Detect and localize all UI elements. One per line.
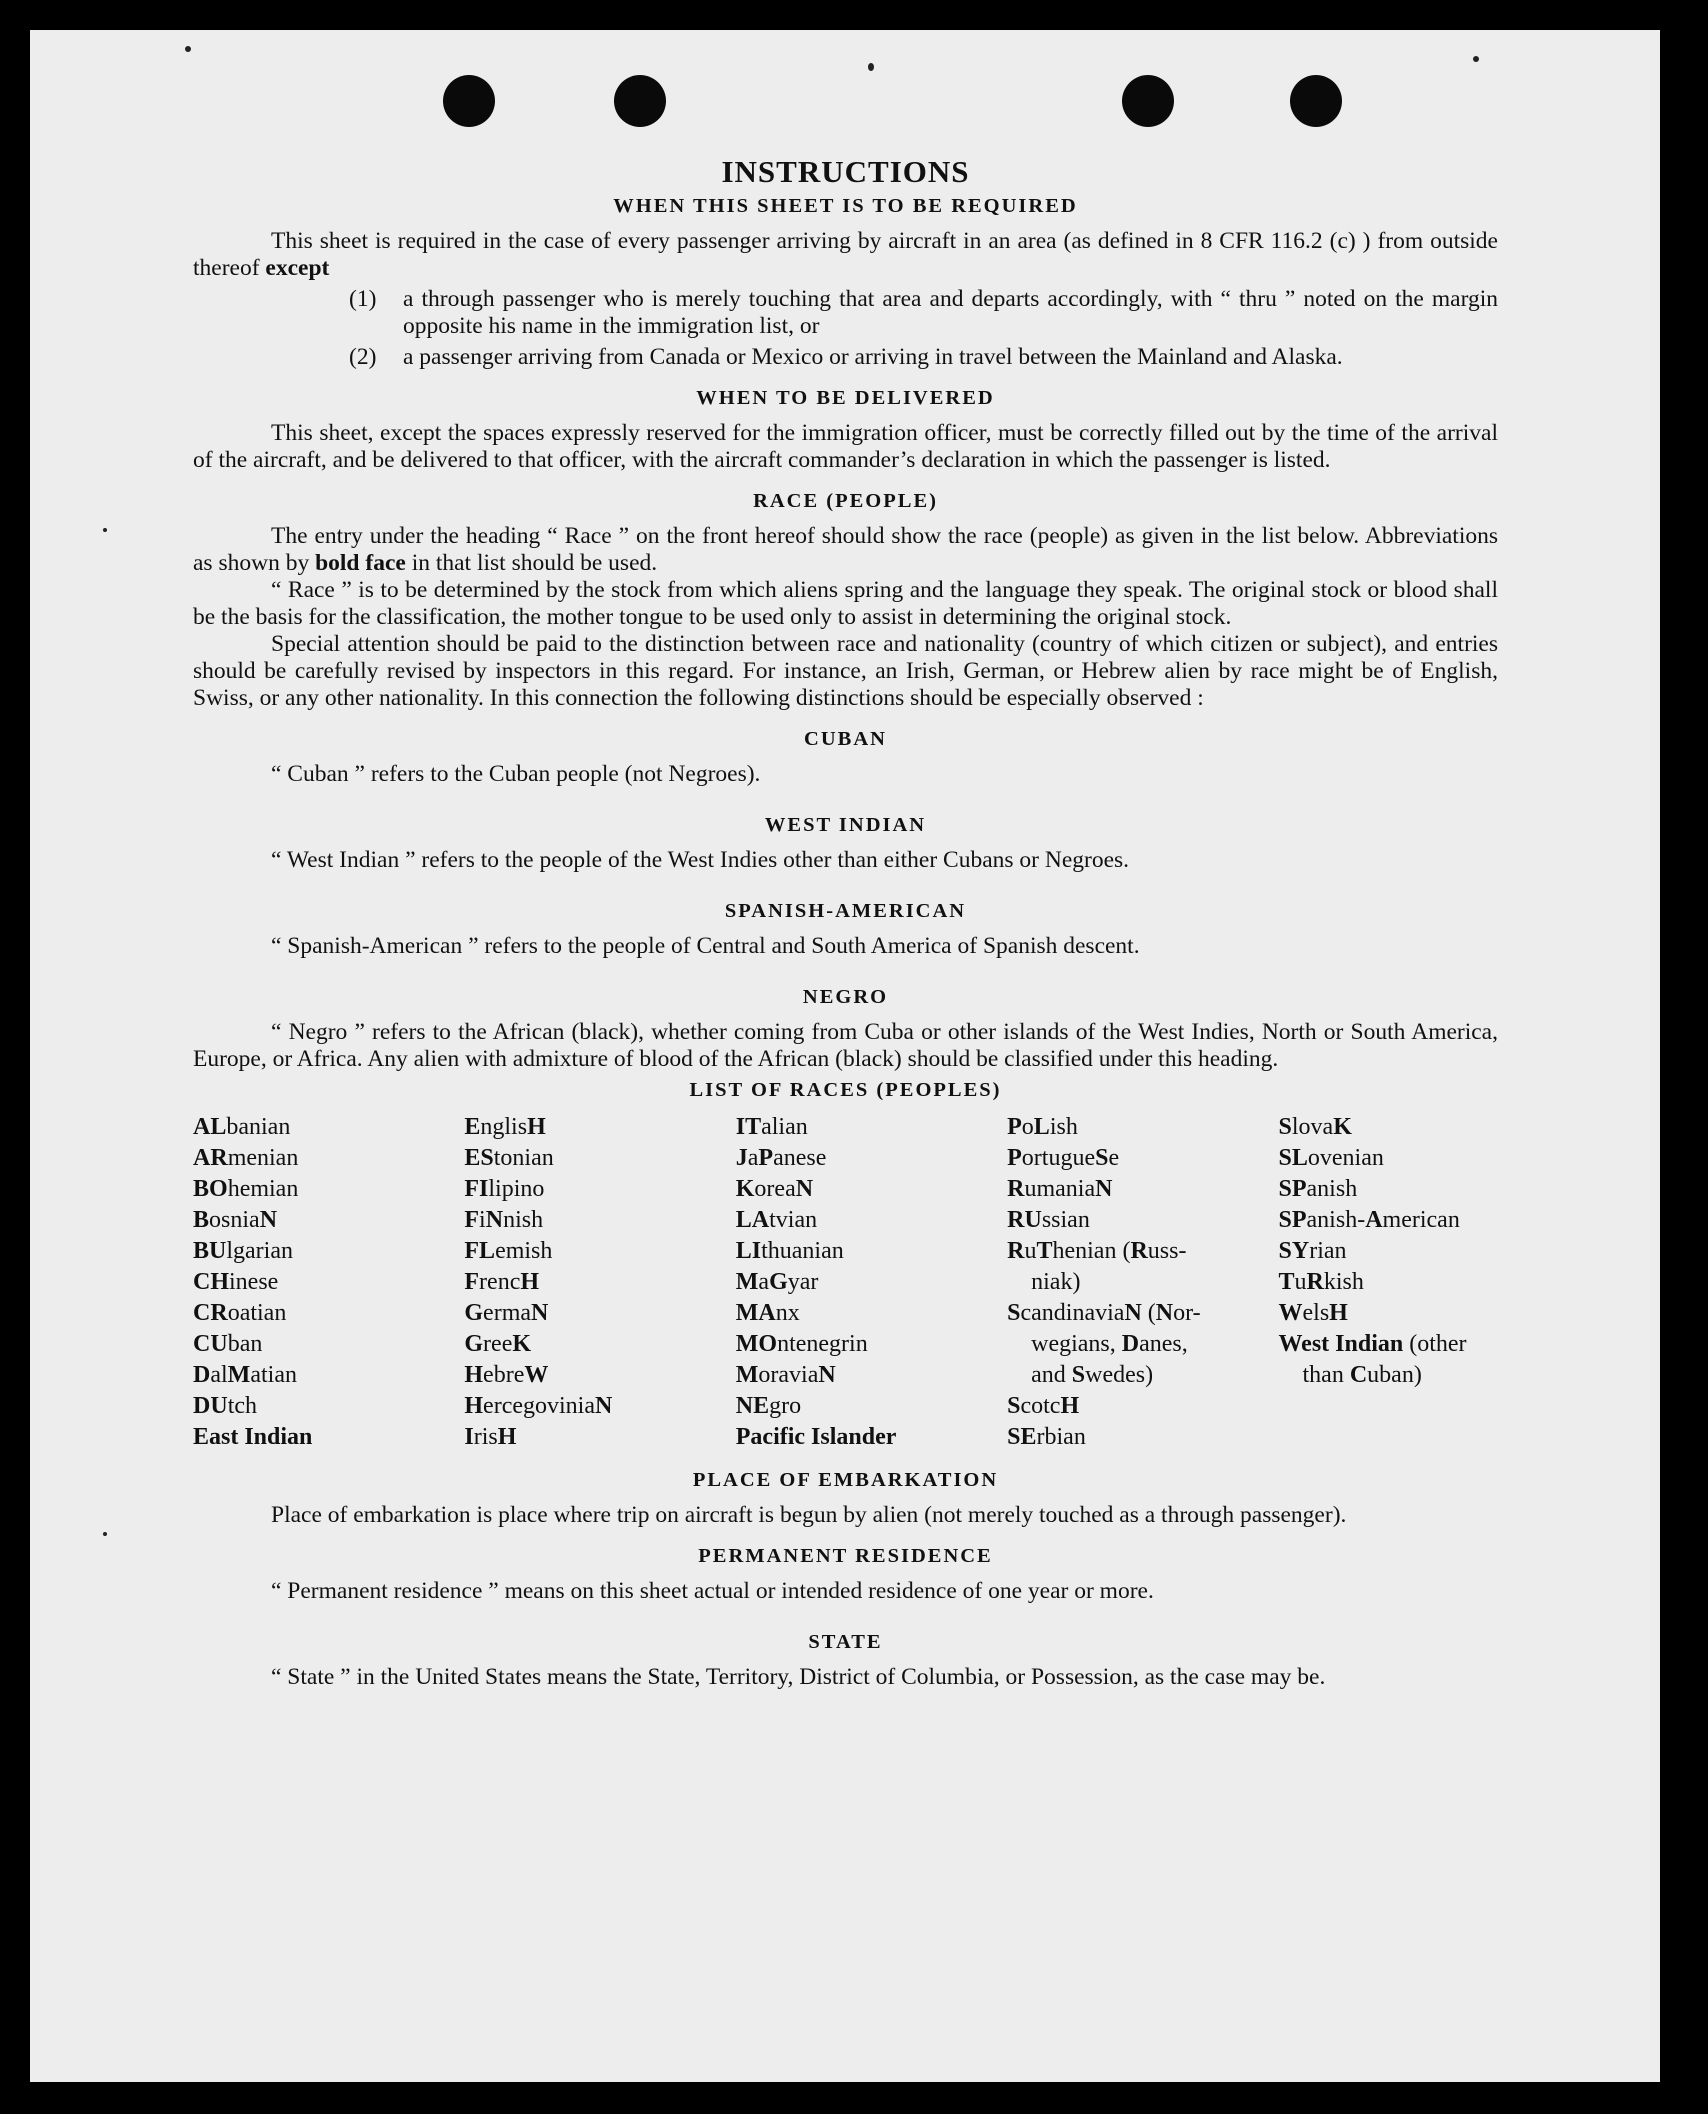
race-entry: MaGyar xyxy=(735,1269,819,1295)
race-entry: ScandinaviaN (Nor- xyxy=(1007,1300,1201,1326)
speck xyxy=(185,46,191,52)
race-entry: CRoatian xyxy=(193,1300,287,1326)
race-entry: SErbian xyxy=(1007,1424,1086,1450)
race-entry: FrencH xyxy=(464,1269,540,1295)
paragraph-race-3: Special attention should be paid to the distinction between race and nationality (country of which citizen or subject), and entries should be carefully revised by inspectors in this regard. For instance, an Irish, German, or Hebrew alien by race might be of English, Swiss, or any other nationality. In this connection the following distinctions should be especially observed : xyxy=(193,631,1498,711)
speck xyxy=(1473,56,1479,62)
race-p1-text: The entry under the heading “ Race ” on the front hereof should show the race (people) as given in the list below. Abbreviations as shown by xyxy=(193,523,1498,576)
race-entry: ALbanian xyxy=(193,1114,291,1140)
race-entry: MoraviaN xyxy=(735,1362,836,1388)
heading-cuban: CUBAN xyxy=(804,728,887,750)
race-entry: CHinese xyxy=(193,1269,279,1295)
speck xyxy=(103,528,107,532)
race-entry: East Indian xyxy=(193,1424,313,1450)
race-entry: RUssian xyxy=(1007,1207,1090,1233)
paragraph-delivered: This sheet, except the spaces expressly reserved for the immigration officer, must be correctly filled out by the time of the arrival of the aircraft, and be delivered to that officer, with the aircraft commander’s declaration in which the passenger is listed. xyxy=(193,420,1498,473)
race-entry: SlovaK xyxy=(1278,1114,1352,1140)
race-entry: RuThenian (Russ- xyxy=(1007,1238,1187,1264)
race-entry: BosniaN xyxy=(193,1207,278,1233)
race-entry: SYrian xyxy=(1278,1238,1347,1264)
race-entry: ITalian xyxy=(735,1114,808,1140)
race-entry: HercegoviniaN xyxy=(464,1393,613,1419)
punch-hole xyxy=(443,75,495,127)
race-entry: EStonian xyxy=(464,1145,554,1171)
race-entry: LAtvian xyxy=(735,1207,818,1233)
race-entry: HebreW xyxy=(464,1362,549,1388)
race-entry: EnglisH xyxy=(464,1114,546,1140)
paragraph-embarkation: Place of embarkation is place where trip on aircraft is begun by alien (not merely touched as a through passenger). xyxy=(271,1502,1347,1528)
list-item xyxy=(193,286,1498,340)
paragraph-required xyxy=(193,228,1498,282)
paragraph-negro: “ Negro ” refers to the African (black), whether coming from Cuba or other islands of the West Indies, North or South America, Europe, or Africa. Any alien with admixture of blood of the African (black) should be classified under this heading. xyxy=(193,1019,1498,1072)
race-column xyxy=(1007,1112,1278,1453)
heading-races-list: LIST OF RACES (PEOPLES) xyxy=(689,1079,1002,1101)
race-entry: ARmenian xyxy=(193,1145,299,1171)
paragraph-west-indian: “ West Indian ” refers to the people of the West Indies other than either Cubans or Negroes. xyxy=(271,847,1130,873)
race-entry: DalMatian xyxy=(193,1362,297,1388)
race-entry: FiNnish xyxy=(464,1207,544,1233)
item-number: (2) xyxy=(349,344,377,370)
race-entry: ScotcH xyxy=(1007,1393,1080,1419)
paragraph-state: “ State ” in the United States means the State, Territory, District of Columbia, or Possession, as the case may be. xyxy=(271,1664,1326,1690)
race-p1-text-end: in that list should be used. xyxy=(411,550,658,576)
heading-required: WHEN THIS SHEET IS TO BE REQUIRED xyxy=(613,195,1078,217)
list-item xyxy=(193,344,1498,371)
race-entry: JaPanese xyxy=(735,1145,827,1171)
race-entry: RumaniaN xyxy=(1007,1176,1113,1202)
paragraph-race-2: “ Race ” is to be determined by the stock from which aliens spring and the language they speak. The original stock or blood shall be the basis for the classification, the mother tongue to be used only to assist in determining the original stock. xyxy=(193,577,1498,630)
instructions-content xyxy=(193,154,1498,1691)
race-entry: West Indian (other xyxy=(1278,1331,1467,1357)
heading-negro: NEGRO xyxy=(802,986,889,1008)
punch-hole xyxy=(1290,75,1342,127)
page-title: INSTRUCTIONS xyxy=(721,154,970,189)
race-entry: MOntenegrin xyxy=(735,1331,868,1357)
race-column xyxy=(736,1112,1007,1453)
race-entry: PortugueSe xyxy=(1007,1145,1120,1171)
punch-hole xyxy=(1122,75,1174,127)
race-column xyxy=(464,1112,735,1453)
speck xyxy=(103,1532,107,1536)
race-entry: GermaN xyxy=(464,1300,549,1326)
document-sheet xyxy=(30,30,1660,2082)
required-intro-bold: except xyxy=(265,255,330,281)
race-entry: GreeK xyxy=(464,1331,532,1357)
race-entry: SPanish-American xyxy=(1278,1207,1460,1233)
race-entry: SLovenian xyxy=(1278,1145,1384,1171)
punch-hole xyxy=(614,75,666,127)
races-list xyxy=(193,1112,1498,1453)
race-p1-bold: bold face xyxy=(315,550,406,576)
race-entry: IrisH xyxy=(464,1424,517,1450)
paragraph-race-1 xyxy=(193,523,1498,577)
required-intro: This sheet is required in the case of every passenger arriving by aircraft in an area (as defined in 8 CFR 116.2 (c) ) from outside thereof xyxy=(193,228,1498,281)
race-entry: than Cuban) xyxy=(1302,1362,1422,1388)
heading-west-indian: WEST INDIAN xyxy=(764,814,927,836)
race-entry: DUtch xyxy=(193,1393,258,1419)
heading-embarkation: PLACE OF EMBARKATION xyxy=(692,1469,999,1491)
race-entry: TuRkish xyxy=(1278,1269,1364,1295)
item-text: a passenger arriving from Canada or Mexico or arriving in travel between the Mainland and Alaska. xyxy=(403,344,1343,370)
race-entry: BOhemian xyxy=(193,1176,299,1202)
heading-residence: PERMANENT RESIDENCE xyxy=(698,1545,993,1567)
race-entry: wegians, Danes, xyxy=(1031,1331,1188,1357)
race-column xyxy=(193,1112,464,1453)
paragraph-cuban: “ Cuban ” refers to the Cuban people (not Negroes). xyxy=(271,761,761,787)
heading-state: STATE xyxy=(808,1631,883,1653)
race-entry: LIthuanian xyxy=(735,1238,844,1264)
item-number: (1) xyxy=(349,286,377,312)
race-entry: NEgro xyxy=(735,1393,802,1419)
race-entry: WelsH xyxy=(1278,1300,1348,1326)
race-entry: FIlipino xyxy=(464,1176,545,1202)
heading-race: RACE (PEOPLE) xyxy=(753,490,938,512)
heading-spanish-american: SPANISH-AMERICAN xyxy=(724,900,967,922)
race-entry: and Swedes) xyxy=(1031,1362,1154,1388)
heading-delivered: WHEN TO BE DELIVERED xyxy=(696,387,995,409)
race-entry: PoLish xyxy=(1007,1114,1078,1140)
race-entry: Pacific Islander xyxy=(735,1424,897,1450)
item-text: a through passenger who is merely touching that area and departs accordingly, with “ thru ” noted on the margin opposite his name in the immigration list, or xyxy=(403,286,1498,339)
speck xyxy=(868,63,874,71)
race-entry: BUlgarian xyxy=(193,1238,293,1264)
race-entry: KoreaN xyxy=(735,1176,814,1202)
race-entry: niak) xyxy=(1031,1269,1081,1295)
paragraph-spanish-american: “ Spanish-American ” refers to the people of Central and South America of Spanish descent. xyxy=(271,933,1140,959)
paragraph-residence: “ Permanent residence ” means on this sheet actual or intended residence of one year or more. xyxy=(271,1578,1154,1604)
race-entry: CUban xyxy=(193,1331,263,1357)
race-entry: SPanish xyxy=(1278,1176,1358,1202)
race-entry: FLemish xyxy=(464,1238,553,1264)
race-column xyxy=(1279,1112,1499,1453)
race-entry: MAnx xyxy=(735,1300,800,1326)
